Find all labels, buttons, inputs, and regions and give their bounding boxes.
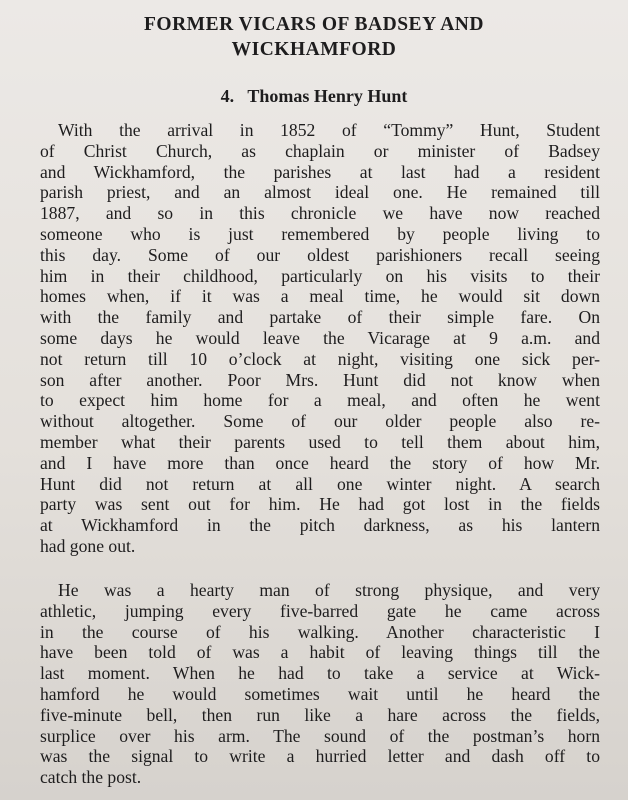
text-line: some days he would leave the Vicarage at 9 a.m. and xyxy=(40,327,600,348)
text-line: with the family and partake of their simple fare. On xyxy=(40,307,600,328)
text-line: of Christ Church, as chaplain or minister of Badsey xyxy=(40,140,600,161)
text-line: at Wickhamford in the pitch darkness, as his lantern xyxy=(40,515,600,536)
text-line: him in their childhood, particularly on his visits to their xyxy=(40,265,600,286)
text-line: catch the post. xyxy=(40,767,142,788)
text-line: someone who is just remembered by people living to xyxy=(40,223,600,244)
text-line: Hunt did not return at all one winter night. A search xyxy=(40,473,600,494)
text-line: member what their parents used to tell them about him, xyxy=(40,431,600,452)
text-line: hamford he would sometimes wait until he heard the xyxy=(40,683,600,704)
title-line: FORMER VICARS OF BADSEY AND xyxy=(144,14,484,35)
article-title xyxy=(30,12,598,62)
text-line: this day. Some of our oldest parishioners recall seeing xyxy=(40,244,600,265)
text-line: surplice over his arm. The sound of the postman’s horn xyxy=(40,725,600,746)
text-line: parish priest, and an almost ideal one. He remained till xyxy=(40,182,600,203)
text-line: athletic, jumping every five-barred gate he came across xyxy=(40,600,600,621)
text-line: without altogether. Some of our older people also re- xyxy=(40,411,600,432)
text-line: had gone out. xyxy=(40,535,136,556)
text-line: son after another. Poor Mrs. Hunt did not know when xyxy=(40,369,600,390)
text-line: He was a hearty man of strong physique, and very xyxy=(58,580,600,600)
paragraph-1 xyxy=(40,120,600,557)
paragraph-2 xyxy=(40,580,600,788)
text-line: not return till 10 o’clock at night, visiting one sick per- xyxy=(40,348,600,369)
text-line: and Wickhamford, the parishes at last had a resident xyxy=(40,161,600,182)
text-line: last moment. When he had to take a service at Wick- xyxy=(40,663,600,684)
text-line: was the signal to write a hurried letter and dash off to xyxy=(40,746,600,767)
title-line: WICKHAMFORD xyxy=(231,39,397,60)
text-line: homes when, if it was a meal time, he would sit down xyxy=(40,286,600,307)
section-heading: 4. Thomas Henry Hunt xyxy=(220,86,408,106)
text-line: to expect him home for a meal, and often he went xyxy=(40,390,600,411)
text-line: and I have more than once heard the story of how Mr. xyxy=(40,452,600,473)
text-line: have been told of was a habit of leaving things till the xyxy=(40,642,600,663)
text-line: 1887, and so in this chronicle we have now reached xyxy=(40,203,600,224)
text-line: in the course of his walking. Another characteristic I xyxy=(40,621,600,642)
text-line: five-minute bell, then run like a hare across the fields, xyxy=(40,704,600,725)
text-line: With the arrival in 1852 of “Tommy” Hunt, Student xyxy=(58,120,600,140)
text-line: party was sent out for him. He had got lost in the fields xyxy=(40,494,600,515)
